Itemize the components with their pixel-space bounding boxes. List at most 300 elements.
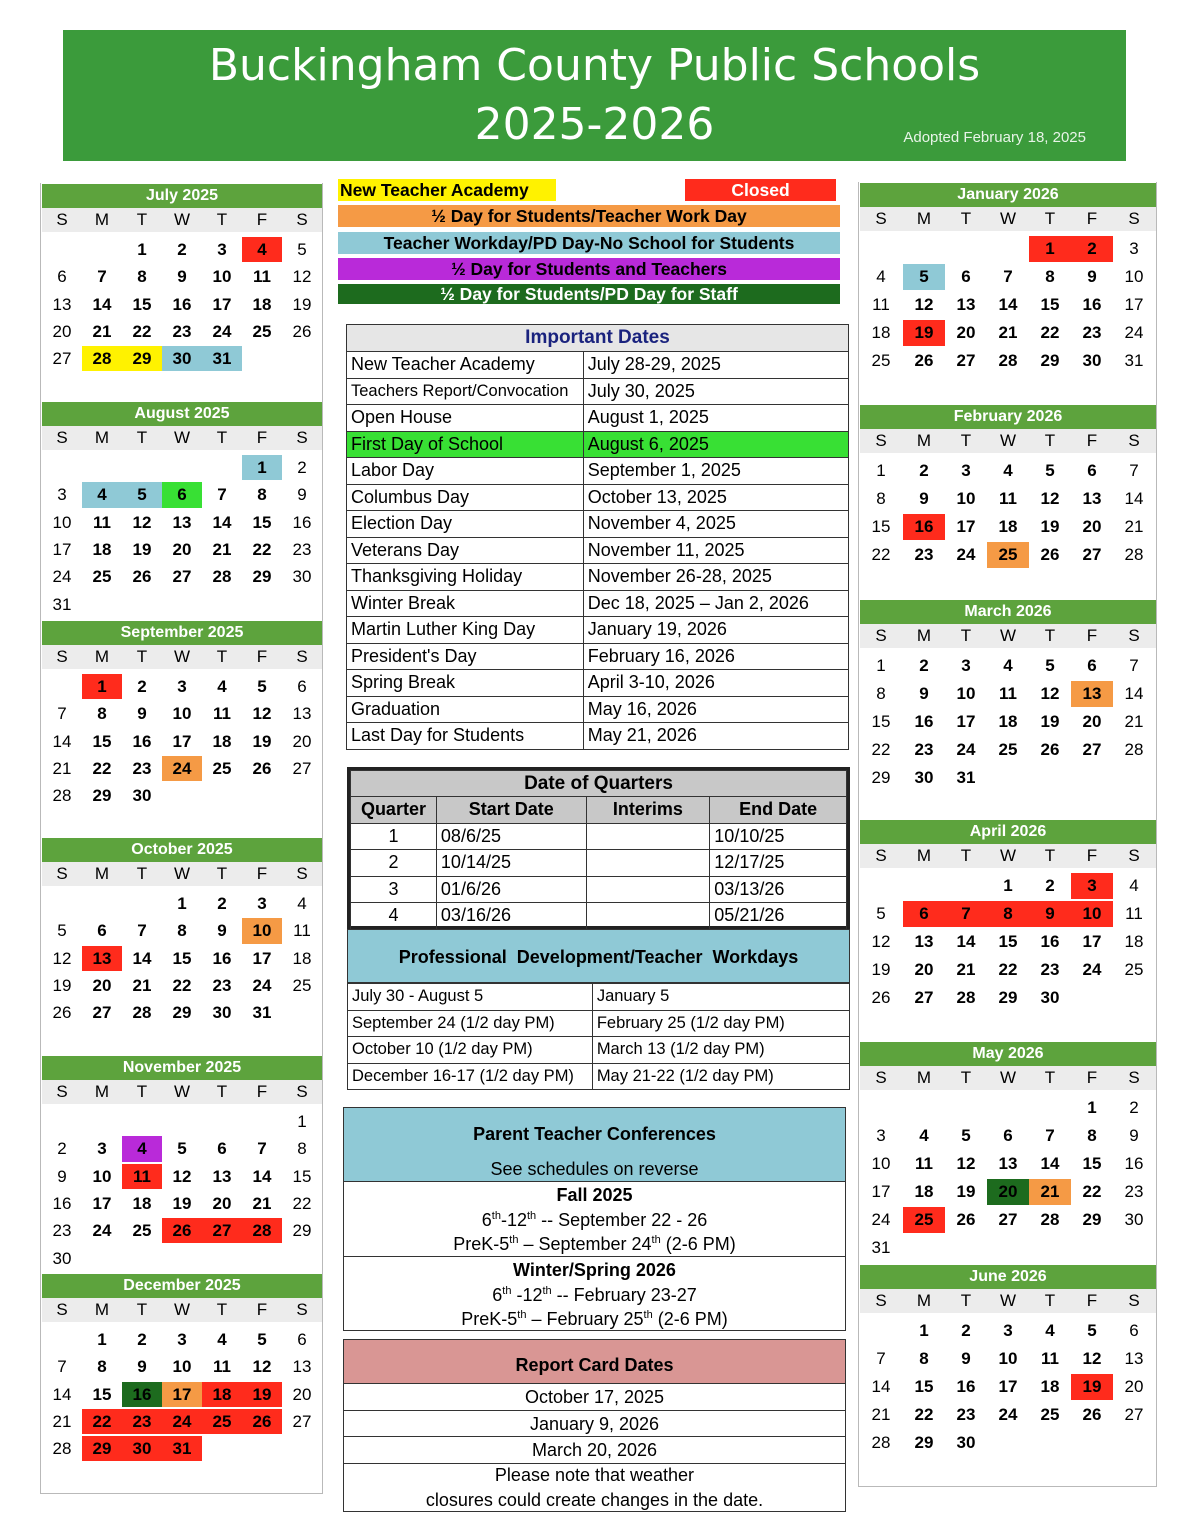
calendar-day[interactable]: 2 bbox=[57, 1139, 67, 1159]
calendar-day[interactable]: 10 bbox=[92, 1166, 112, 1186]
calendar-day[interactable]: 21 bbox=[956, 960, 976, 979]
calendar-day[interactable]: 4 bbox=[1129, 876, 1139, 895]
calendar-day[interactable]: 18 bbox=[92, 539, 112, 559]
calendar-day[interactable]: 20 bbox=[1082, 712, 1102, 731]
calendar-day[interactable]: 4 bbox=[919, 1126, 929, 1145]
calendar-day[interactable]: 8 bbox=[876, 489, 886, 508]
calendar-day[interactable]: 26 bbox=[1040, 545, 1060, 564]
calendar-day[interactable]: 27 bbox=[202, 1218, 242, 1243]
calendar-day[interactable]: 4 bbox=[242, 237, 282, 262]
calendar-day[interactable]: 18 bbox=[998, 517, 1018, 536]
calendar-day[interactable]: 3 bbox=[1003, 1321, 1013, 1340]
calendar-day[interactable]: 22 bbox=[998, 960, 1018, 979]
calendar-day[interactable]: 31 bbox=[1124, 351, 1144, 370]
calendar-day[interactable]: 12 bbox=[252, 1357, 272, 1377]
calendar-day[interactable]: 14 bbox=[1124, 684, 1144, 703]
calendar-day[interactable]: 2 bbox=[137, 677, 147, 696]
calendar-day[interactable]: 24 bbox=[162, 756, 202, 781]
calendar-day[interactable]: 30 bbox=[292, 567, 312, 587]
calendar-day[interactable]: 30 bbox=[1082, 351, 1102, 370]
calendar-day[interactable]: 7 bbox=[217, 485, 227, 505]
calendar-day[interactable]: 25 bbox=[252, 321, 272, 341]
calendar-day[interactable]: 3 bbox=[217, 240, 227, 259]
calendar-day[interactable]: 9 bbox=[137, 1357, 147, 1377]
calendar-day[interactable]: 5 bbox=[297, 240, 307, 259]
calendar-day[interactable]: 1 bbox=[97, 1330, 107, 1349]
calendar-day[interactable]: 18 bbox=[1124, 932, 1144, 951]
calendar-day[interactable]: 19 bbox=[1040, 517, 1060, 536]
calendar-day[interactable]: 20 bbox=[987, 1179, 1029, 1205]
calendar-day[interactable]: 30 bbox=[132, 786, 152, 806]
calendar-day[interactable]: 14 bbox=[52, 1384, 72, 1404]
calendar-day[interactable]: 15 bbox=[252, 512, 272, 532]
calendar-day[interactable]: 31 bbox=[252, 1003, 272, 1023]
calendar-day[interactable]: 10 bbox=[998, 1349, 1018, 1368]
calendar-day[interactable]: 11 bbox=[1041, 1349, 1059, 1368]
calendar-day[interactable]: 11 bbox=[872, 295, 890, 314]
calendar-day[interactable]: 30 bbox=[1124, 1210, 1144, 1229]
calendar-day[interactable]: 6 bbox=[297, 677, 307, 696]
calendar-day[interactable]: 13 bbox=[82, 946, 122, 971]
calendar-day[interactable]: 10 bbox=[172, 704, 192, 724]
calendar-day[interactable]: 21 bbox=[132, 975, 152, 995]
calendar-day[interactable]: 24 bbox=[212, 321, 232, 341]
calendar-day[interactable]: 4 bbox=[876, 267, 886, 286]
calendar-day[interactable]: 7 bbox=[1045, 1126, 1055, 1145]
calendar-day[interactable]: 15 bbox=[871, 712, 891, 731]
calendar-day[interactable]: 28 bbox=[212, 567, 232, 587]
calendar-day[interactable]: 9 bbox=[919, 684, 929, 703]
calendar-day[interactable]: 6 bbox=[903, 901, 945, 927]
calendar-day[interactable]: 10 bbox=[52, 512, 72, 532]
calendar-day[interactable]: 22 bbox=[292, 1193, 312, 1213]
calendar-day[interactable]: 6 bbox=[1129, 1321, 1139, 1340]
calendar-day[interactable]: 14 bbox=[52, 731, 72, 751]
calendar-day[interactable]: 24 bbox=[92, 1221, 112, 1241]
calendar-day[interactable]: 31 bbox=[162, 1436, 202, 1461]
calendar-day[interactable]: 7 bbox=[57, 704, 67, 724]
calendar-day[interactable]: 9 bbox=[137, 704, 147, 724]
calendar-day[interactable]: 20 bbox=[1124, 1377, 1144, 1396]
calendar-day[interactable]: 27 bbox=[1082, 545, 1102, 564]
calendar-day[interactable]: 1 bbox=[1003, 876, 1013, 895]
calendar-day[interactable]: 8 bbox=[97, 1357, 107, 1377]
calendar-day[interactable]: 24 bbox=[52, 567, 72, 587]
calendar-day[interactable]: 23 bbox=[914, 545, 934, 564]
calendar-day[interactable]: 20 bbox=[1082, 517, 1102, 536]
calendar-day[interactable]: 21 bbox=[92, 321, 112, 341]
calendar-day[interactable]: 7 bbox=[97, 267, 107, 287]
calendar-day[interactable]: 28 bbox=[52, 786, 72, 806]
calendar-day[interactable]: 11 bbox=[1125, 904, 1143, 923]
calendar-day[interactable]: 16 bbox=[1082, 295, 1102, 314]
calendar-day[interactable]: 19 bbox=[292, 294, 312, 314]
calendar-day[interactable]: 13 bbox=[52, 294, 72, 314]
calendar-day[interactable]: 13 bbox=[998, 1154, 1018, 1173]
calendar-day[interactable]: 8 bbox=[1087, 1126, 1097, 1145]
calendar-day[interactable]: 28 bbox=[132, 1003, 152, 1023]
calendar-day[interactable]: 7 bbox=[1003, 267, 1013, 286]
calendar-day[interactable]: 17 bbox=[1124, 295, 1144, 314]
calendar-day[interactable]: 29 bbox=[292, 1221, 312, 1241]
calendar-day[interactable]: 9 bbox=[1029, 901, 1071, 927]
calendar-day[interactable]: 20 bbox=[956, 323, 976, 342]
calendar-day[interactable]: 29 bbox=[1082, 1210, 1102, 1229]
calendar-day[interactable]: 22 bbox=[82, 1409, 122, 1434]
calendar-day[interactable]: 27 bbox=[956, 351, 976, 370]
calendar-day[interactable]: 15 bbox=[132, 294, 152, 314]
calendar-day[interactable]: 15 bbox=[292, 1166, 312, 1186]
calendar-day[interactable]: 13 bbox=[914, 932, 934, 951]
calendar-day[interactable]: 23 bbox=[52, 1221, 72, 1241]
calendar-day[interactable]: 13 bbox=[292, 1357, 312, 1377]
calendar-day[interactable]: 8 bbox=[257, 485, 267, 505]
calendar-day[interactable]: 15 bbox=[1082, 1154, 1102, 1173]
calendar-day[interactable]: 30 bbox=[162, 346, 202, 371]
calendar-day[interactable]: 29 bbox=[871, 768, 891, 787]
calendar-day[interactable]: 15 bbox=[998, 932, 1018, 951]
calendar-day[interactable]: 12 bbox=[914, 295, 934, 314]
calendar-day[interactable]: 21 bbox=[1124, 712, 1144, 731]
calendar-day[interactable]: 11 bbox=[915, 1154, 933, 1173]
calendar-day[interactable]: 15 bbox=[871, 517, 891, 536]
calendar-day[interactable]: 7 bbox=[876, 1349, 886, 1368]
calendar-day[interactable]: 11 bbox=[293, 921, 311, 941]
calendar-day[interactable]: 6 bbox=[57, 267, 67, 287]
calendar-day[interactable]: 1 bbox=[1087, 1098, 1097, 1117]
calendar-day[interactable]: 7 bbox=[257, 1139, 267, 1159]
calendar-day[interactable]: 8 bbox=[177, 921, 187, 941]
calendar-day[interactable]: 15 bbox=[914, 1377, 934, 1396]
calendar-day[interactable]: 11 bbox=[213, 1357, 231, 1377]
calendar-day[interactable]: 27 bbox=[292, 1411, 312, 1431]
calendar-day[interactable]: 4 bbox=[297, 894, 307, 913]
calendar-day[interactable]: 17 bbox=[172, 731, 192, 751]
calendar-day[interactable]: 10 bbox=[1124, 267, 1144, 286]
calendar-day[interactable]: 26 bbox=[132, 567, 152, 587]
calendar-day[interactable]: 25 bbox=[202, 1409, 242, 1434]
calendar-day[interactable]: 6 bbox=[97, 921, 107, 941]
calendar-day[interactable]: 19 bbox=[956, 1182, 976, 1201]
calendar-day[interactable]: 9 bbox=[1087, 267, 1097, 286]
calendar-day[interactable]: 17 bbox=[956, 712, 976, 731]
calendar-day[interactable]: 30 bbox=[212, 1003, 232, 1023]
calendar-day[interactable]: 17 bbox=[52, 539, 72, 559]
calendar-day[interactable]: 17 bbox=[92, 1193, 112, 1213]
calendar-day[interactable]: 1 bbox=[137, 240, 147, 259]
calendar-day[interactable]: 24 bbox=[956, 545, 976, 564]
calendar-day[interactable]: 3 bbox=[57, 485, 67, 505]
calendar-day[interactable]: 19 bbox=[1071, 1374, 1113, 1400]
calendar-day[interactable]: 5 bbox=[122, 482, 162, 507]
calendar-day[interactable]: 23 bbox=[1124, 1182, 1144, 1201]
calendar-day[interactable]: 12 bbox=[956, 1154, 976, 1173]
calendar-day[interactable]: 9 bbox=[961, 1349, 971, 1368]
calendar-day[interactable]: 27 bbox=[52, 349, 72, 369]
calendar-day[interactable]: 12 bbox=[1082, 1349, 1102, 1368]
calendar-day[interactable]: 14 bbox=[956, 932, 976, 951]
calendar-day[interactable]: 25 bbox=[292, 975, 312, 995]
calendar-day[interactable]: 26 bbox=[956, 1210, 976, 1229]
calendar-day[interactable]: 26 bbox=[242, 1409, 282, 1434]
calendar-day[interactable]: 1 bbox=[297, 1112, 307, 1131]
calendar-day[interactable]: 2 bbox=[1129, 1098, 1139, 1117]
calendar-day[interactable]: 23 bbox=[956, 1405, 976, 1424]
calendar-day[interactable]: 28 bbox=[998, 351, 1018, 370]
calendar-day[interactable]: 29 bbox=[172, 1003, 192, 1023]
calendar-day[interactable]: 22 bbox=[914, 1405, 934, 1424]
calendar-day[interactable]: 12 bbox=[292, 267, 312, 287]
calendar-day[interactable]: 15 bbox=[92, 731, 112, 751]
calendar-day[interactable]: 6 bbox=[1087, 656, 1097, 675]
calendar-day[interactable]: 26 bbox=[52, 1003, 72, 1023]
calendar-day[interactable]: 16 bbox=[292, 512, 312, 532]
calendar-day[interactable]: 22 bbox=[871, 740, 891, 759]
calendar-day[interactable]: 29 bbox=[1040, 351, 1060, 370]
calendar-day[interactable]: 23 bbox=[212, 975, 232, 995]
calendar-day[interactable]: 25 bbox=[998, 740, 1018, 759]
calendar-day[interactable]: 24 bbox=[252, 975, 272, 995]
calendar-day[interactable]: 17 bbox=[162, 1382, 202, 1407]
calendar-day[interactable]: 21 bbox=[212, 539, 232, 559]
calendar-day[interactable]: 26 bbox=[252, 758, 272, 778]
calendar-day[interactable]: 1 bbox=[242, 455, 282, 480]
calendar-day[interactable]: 18 bbox=[132, 1193, 152, 1213]
calendar-day[interactable]: 16 bbox=[1040, 932, 1060, 951]
calendar-day[interactable]: 19 bbox=[1040, 712, 1060, 731]
calendar-day[interactable]: 15 bbox=[92, 1384, 112, 1404]
calendar-day[interactable]: 23 bbox=[172, 321, 192, 341]
calendar-day[interactable]: 27 bbox=[292, 758, 312, 778]
calendar-day[interactable]: 2 bbox=[919, 461, 929, 480]
calendar-day[interactable]: 5 bbox=[961, 1126, 971, 1145]
calendar-day[interactable]: 11 bbox=[213, 704, 231, 724]
calendar-day[interactable]: 28 bbox=[1124, 545, 1144, 564]
calendar-day[interactable]: 7 bbox=[1129, 656, 1139, 675]
calendar-day[interactable]: 14 bbox=[252, 1166, 272, 1186]
calendar-day[interactable]: 21 bbox=[252, 1193, 272, 1213]
calendar-day[interactable]: 19 bbox=[252, 731, 272, 751]
calendar-day[interactable]: 2 bbox=[919, 656, 929, 675]
calendar-day[interactable]: 18 bbox=[1040, 1377, 1060, 1396]
calendar-day[interactable]: 14 bbox=[1040, 1154, 1060, 1173]
calendar-day[interactable]: 19 bbox=[903, 320, 945, 346]
calendar-day[interactable]: 25 bbox=[987, 542, 1029, 568]
calendar-day[interactable]: 29 bbox=[998, 988, 1018, 1007]
calendar-day[interactable]: 4 bbox=[217, 1330, 227, 1349]
calendar-day[interactable]: 20 bbox=[292, 1384, 312, 1404]
calendar-day[interactable]: 9 bbox=[919, 489, 929, 508]
calendar-day[interactable]: 17 bbox=[998, 1377, 1018, 1396]
calendar-day[interactable]: 20 bbox=[172, 539, 192, 559]
calendar-day[interactable]: 8 bbox=[137, 267, 147, 287]
calendar-day[interactable]: 26 bbox=[162, 1218, 202, 1243]
calendar-day[interactable]: 3 bbox=[961, 461, 971, 480]
calendar-day[interactable]: 21 bbox=[998, 323, 1018, 342]
calendar-day[interactable]: 27 bbox=[914, 988, 934, 1007]
calendar-day[interactable]: 18 bbox=[202, 1382, 242, 1407]
calendar-day[interactable]: 13 bbox=[292, 704, 312, 724]
calendar-day[interactable]: 26 bbox=[871, 988, 891, 1007]
calendar-day[interactable]: 3 bbox=[177, 1330, 187, 1349]
calendar-day[interactable]: 28 bbox=[1040, 1210, 1060, 1229]
calendar-day[interactable]: 8 bbox=[876, 684, 886, 703]
calendar-day[interactable]: 1 bbox=[1029, 236, 1071, 262]
calendar-day[interactable]: 9 bbox=[217, 921, 227, 941]
calendar-day[interactable]: 5 bbox=[903, 264, 945, 290]
calendar-day[interactable]: 3 bbox=[177, 677, 187, 696]
calendar-day[interactable]: 14 bbox=[212, 512, 232, 532]
calendar-day[interactable]: 22 bbox=[252, 539, 272, 559]
calendar-day[interactable]: 18 bbox=[292, 948, 312, 968]
calendar-day[interactable]: 23 bbox=[132, 758, 152, 778]
calendar-day[interactable]: 20 bbox=[212, 1193, 232, 1213]
calendar-day[interactable]: 7 bbox=[1129, 461, 1139, 480]
calendar-day[interactable]: 5 bbox=[1045, 461, 1055, 480]
calendar-day[interactable]: 26 bbox=[1082, 1405, 1102, 1424]
calendar-day[interactable]: 1 bbox=[82, 674, 122, 699]
calendar-day[interactable]: 16 bbox=[52, 1193, 72, 1213]
calendar-day[interactable]: 28 bbox=[1124, 740, 1144, 759]
calendar-day[interactable]: 5 bbox=[876, 904, 886, 923]
calendar-day[interactable]: 28 bbox=[82, 346, 122, 371]
calendar-day[interactable]: 7 bbox=[945, 901, 987, 927]
calendar-day[interactable]: 17 bbox=[871, 1182, 891, 1201]
calendar-day[interactable]: 21 bbox=[871, 1405, 891, 1424]
calendar-day[interactable]: 23 bbox=[122, 1409, 162, 1434]
calendar-day[interactable]: 19 bbox=[871, 960, 891, 979]
calendar-day[interactable]: 24 bbox=[162, 1409, 202, 1434]
calendar-day[interactable]: 24 bbox=[1124, 323, 1144, 342]
calendar-day[interactable]: 30 bbox=[914, 768, 934, 787]
calendar-day[interactable]: 3 bbox=[97, 1139, 107, 1159]
calendar-day[interactable]: 17 bbox=[1082, 932, 1102, 951]
calendar-day[interactable]: 10 bbox=[172, 1357, 192, 1377]
calendar-day[interactable]: 18 bbox=[252, 294, 272, 314]
calendar-day[interactable]: 11 bbox=[122, 1164, 162, 1189]
calendar-day[interactable]: 2 bbox=[1045, 876, 1055, 895]
calendar-day[interactable]: 25 bbox=[871, 351, 891, 370]
calendar-day[interactable]: 20 bbox=[92, 975, 112, 995]
calendar-day[interactable]: 25 bbox=[132, 1221, 152, 1241]
calendar-day[interactable]: 21 bbox=[52, 758, 72, 778]
calendar-day[interactable]: 28 bbox=[52, 1439, 72, 1459]
calendar-day[interactable]: 19 bbox=[242, 1382, 282, 1407]
calendar-day[interactable]: 10 bbox=[212, 267, 232, 287]
calendar-day[interactable]: 7 bbox=[137, 921, 147, 941]
calendar-day[interactable]: 14 bbox=[998, 295, 1018, 314]
calendar-day[interactable]: 11 bbox=[999, 684, 1017, 703]
calendar-day[interactable]: 2 bbox=[1071, 236, 1113, 262]
calendar-day[interactable]: 12 bbox=[871, 932, 891, 951]
calendar-day[interactable]: 2 bbox=[217, 894, 227, 913]
calendar-day[interactable]: 19 bbox=[132, 539, 152, 559]
calendar-day[interactable]: 17 bbox=[212, 294, 232, 314]
calendar-day[interactable]: 12 bbox=[52, 948, 72, 968]
calendar-day[interactable]: 4 bbox=[1045, 1321, 1055, 1340]
calendar-day[interactable]: 15 bbox=[172, 948, 192, 968]
calendar-day[interactable]: 5 bbox=[257, 677, 267, 696]
calendar-day[interactable]: 1 bbox=[876, 656, 886, 675]
calendar-day[interactable]: 13 bbox=[212, 1166, 232, 1186]
calendar-day[interactable]: 8 bbox=[987, 901, 1029, 927]
calendar-day[interactable]: 22 bbox=[1040, 323, 1060, 342]
calendar-day[interactable]: 25 bbox=[92, 567, 112, 587]
calendar-day[interactable]: 10 bbox=[956, 489, 976, 508]
calendar-day[interactable]: 14 bbox=[132, 948, 152, 968]
calendar-day[interactable]: 8 bbox=[1045, 267, 1055, 286]
calendar-day[interactable]: 16 bbox=[212, 948, 232, 968]
calendar-day[interactable]: 2 bbox=[137, 1330, 147, 1349]
calendar-day[interactable]: 27 bbox=[998, 1210, 1018, 1229]
calendar-day[interactable]: 10 bbox=[956, 684, 976, 703]
calendar-day[interactable]: 13 bbox=[956, 295, 976, 314]
calendar-day[interactable]: 6 bbox=[297, 1330, 307, 1349]
calendar-day[interactable]: 4 bbox=[122, 1136, 162, 1161]
calendar-day[interactable]: 3 bbox=[876, 1126, 886, 1145]
calendar-day[interactable]: 3 bbox=[1071, 873, 1113, 899]
calendar-day[interactable]: 2 bbox=[297, 458, 307, 477]
calendar-day[interactable]: 3 bbox=[1129, 239, 1139, 258]
calendar-day[interactable]: 25 bbox=[212, 758, 232, 778]
calendar-day[interactable]: 28 bbox=[242, 1218, 282, 1243]
calendar-day[interactable]: 23 bbox=[914, 740, 934, 759]
calendar-day[interactable]: 22 bbox=[172, 975, 192, 995]
calendar-day[interactable]: 13 bbox=[1124, 1349, 1144, 1368]
calendar-day[interactable]: 29 bbox=[92, 786, 112, 806]
calendar-day[interactable]: 6 bbox=[1087, 461, 1097, 480]
calendar-day[interactable]: 12 bbox=[252, 704, 272, 724]
calendar-day[interactable]: 8 bbox=[97, 704, 107, 724]
calendar-day[interactable]: 23 bbox=[1040, 960, 1060, 979]
calendar-day[interactable]: 7 bbox=[57, 1357, 67, 1377]
calendar-day[interactable]: 29 bbox=[82, 1436, 122, 1461]
calendar-day[interactable]: 11 bbox=[253, 267, 271, 287]
calendar-day[interactable]: 5 bbox=[1045, 656, 1055, 675]
calendar-day[interactable]: 20 bbox=[914, 960, 934, 979]
calendar-day[interactable]: 4 bbox=[217, 677, 227, 696]
calendar-day[interactable]: 5 bbox=[57, 921, 67, 941]
calendar-day[interactable]: 13 bbox=[172, 512, 192, 532]
calendar-day[interactable]: 8 bbox=[297, 1139, 307, 1159]
calendar-day[interactable]: 6 bbox=[961, 267, 971, 286]
calendar-day[interactable]: 12 bbox=[132, 512, 152, 532]
calendar-day[interactable]: 13 bbox=[1071, 681, 1113, 707]
calendar-day[interactable]: 20 bbox=[292, 731, 312, 751]
calendar-day[interactable]: 10 bbox=[1071, 901, 1113, 927]
calendar-day[interactable]: 27 bbox=[1082, 740, 1102, 759]
calendar-day[interactable]: 22 bbox=[871, 545, 891, 564]
calendar-day[interactable]: 24 bbox=[998, 1405, 1018, 1424]
calendar-day[interactable]: 1 bbox=[919, 1321, 929, 1340]
calendar-day[interactable]: 10 bbox=[242, 918, 282, 943]
calendar-day[interactable]: 27 bbox=[172, 567, 192, 587]
calendar-day[interactable]: 5 bbox=[177, 1139, 187, 1159]
calendar-day[interactable]: 20 bbox=[52, 321, 72, 341]
calendar-day[interactable]: 25 bbox=[1040, 1405, 1060, 1424]
calendar-day[interactable]: 16 bbox=[956, 1377, 976, 1396]
calendar-day[interactable]: 21 bbox=[1124, 517, 1144, 536]
calendar-day[interactable]: 16 bbox=[122, 1382, 162, 1407]
calendar-day[interactable]: 24 bbox=[956, 740, 976, 759]
calendar-day[interactable]: 1 bbox=[876, 461, 886, 480]
calendar-day[interactable]: 11 bbox=[93, 512, 111, 532]
calendar-day[interactable]: 27 bbox=[1124, 1405, 1144, 1424]
calendar-day[interactable]: 4 bbox=[1003, 656, 1013, 675]
calendar-day[interactable]: 3 bbox=[257, 894, 267, 913]
calendar-day[interactable]: 23 bbox=[1082, 323, 1102, 342]
calendar-day[interactable]: 5 bbox=[1087, 1321, 1097, 1340]
